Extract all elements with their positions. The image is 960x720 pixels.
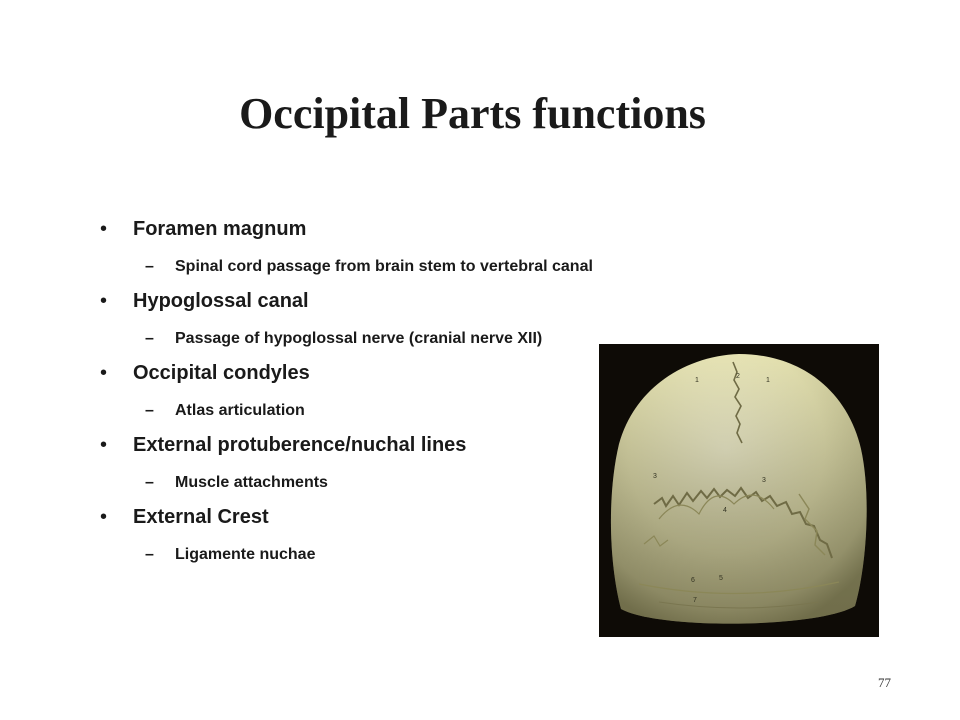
bullet-text: External Crest xyxy=(133,506,269,528)
page-number: 77 xyxy=(878,675,891,690)
svg-text:1: 1 xyxy=(695,377,699,384)
svg-text:7: 7 xyxy=(693,597,697,604)
bullet-marker: • xyxy=(100,218,108,240)
sub-marker: – xyxy=(145,546,154,563)
svg-text:5: 5 xyxy=(719,575,723,582)
bullet-text: Hypoglossal canal xyxy=(133,290,309,312)
list-item xyxy=(100,212,740,284)
skull-photo xyxy=(599,344,879,637)
slide-title: Occipital Parts functions xyxy=(239,89,706,138)
svg-text:1: 1 xyxy=(766,377,770,384)
sub-bullet-text: Atlas articulation xyxy=(175,402,305,419)
sub-bullet-text: Muscle attachments xyxy=(175,474,328,491)
bullet-text: External protuberence/nuchal lines xyxy=(133,434,467,456)
svg-text:6: 6 xyxy=(691,577,695,584)
bullet-marker: • xyxy=(100,290,108,312)
bullet-text: Foramen magnum xyxy=(133,218,307,240)
sub-bullet-text: Ligamente nuchae xyxy=(175,546,316,563)
sub-bullet-text: Spinal cord passage from brain stem to vertebral canal xyxy=(175,258,593,275)
sub-marker: – xyxy=(145,258,154,275)
sub-marker: – xyxy=(145,402,154,419)
svg-text:3: 3 xyxy=(653,473,657,480)
bullet-marker: • xyxy=(100,434,108,456)
svg-text:3: 3 xyxy=(762,477,766,484)
bullet-marker: • xyxy=(100,362,108,384)
sub-marker: – xyxy=(145,330,154,347)
svg-text:4: 4 xyxy=(723,507,727,514)
svg-text:2: 2 xyxy=(736,373,740,380)
sub-marker: – xyxy=(145,474,154,491)
bullet-marker: • xyxy=(100,506,108,528)
sub-bullet-text: Passage of hypoglossal nerve (cranial nerve XII) xyxy=(175,330,543,347)
bullet-text: Occipital condyles xyxy=(133,362,310,384)
